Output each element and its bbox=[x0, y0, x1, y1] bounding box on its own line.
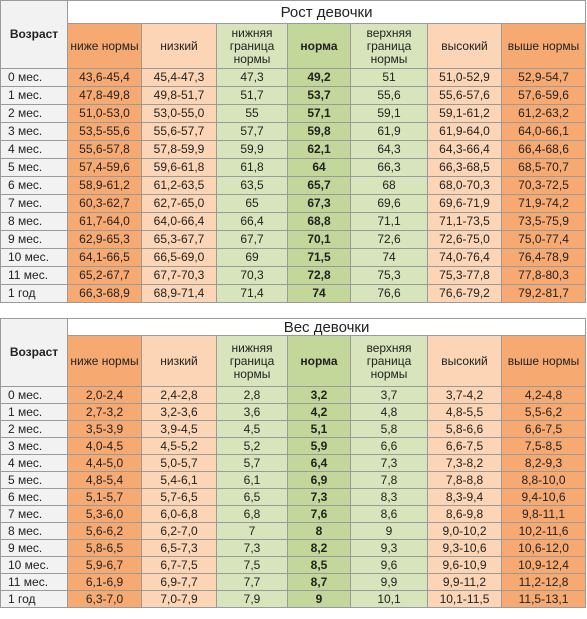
below-norm-cell: 5,9-6,7 bbox=[68, 557, 142, 574]
age-cell: 10 мес. bbox=[1, 557, 68, 574]
lower-bound-cell: 47,3 bbox=[217, 69, 288, 87]
age-cell: 0 мес. bbox=[1, 69, 68, 87]
table-row bbox=[1, 87, 586, 105]
low-cell: 6,2-7,0 bbox=[142, 523, 217, 540]
weight-table-body bbox=[1, 387, 586, 608]
age-header: Возраст bbox=[1, 319, 68, 387]
above-norm-cell: 10,2-11,6 bbox=[502, 523, 586, 540]
above-norm-cell: 64,0-66,1 bbox=[502, 123, 586, 141]
high-cell: 71,1-73,5 bbox=[428, 213, 502, 231]
col-high: высокий bbox=[428, 336, 502, 387]
age-cell: 2 мес. bbox=[1, 421, 68, 438]
norm-cell: 72,8 bbox=[288, 267, 351, 285]
low-cell: 62,7-65,0 bbox=[142, 195, 217, 213]
above-norm-cell: 9,4-10,6 bbox=[502, 489, 586, 506]
age-cell: 9 мес. bbox=[1, 540, 68, 557]
norm-cell: 8 bbox=[288, 523, 351, 540]
below-norm-cell: 64,1-66,5 bbox=[68, 249, 142, 267]
below-norm-cell: 66,3-68,9 bbox=[68, 285, 142, 303]
table-row bbox=[1, 195, 586, 213]
upper-bound-cell: 6,6 bbox=[351, 438, 428, 455]
table-row bbox=[1, 285, 586, 303]
below-norm-cell: 2,7-3,2 bbox=[68, 404, 142, 421]
above-norm-cell: 10,9-12,4 bbox=[502, 557, 586, 574]
low-cell: 5,4-6,1 bbox=[142, 472, 217, 489]
table-row bbox=[1, 231, 586, 249]
high-cell: 55,6-57,6 bbox=[428, 87, 502, 105]
norm-cell: 9 bbox=[288, 591, 351, 608]
table-row bbox=[1, 472, 586, 489]
above-norm-cell: 76,4-78,9 bbox=[502, 249, 586, 267]
age-cell: 8 мес. bbox=[1, 213, 68, 231]
lower-bound-cell: 7,3 bbox=[217, 540, 288, 557]
upper-bound-cell: 69,6 bbox=[351, 195, 428, 213]
upper-bound-cell: 10,1 bbox=[351, 591, 428, 608]
above-norm-cell: 57,6-59,6 bbox=[502, 87, 586, 105]
above-norm-cell: 75,0-77,4 bbox=[502, 231, 586, 249]
above-norm-cell: 61,2-63,2 bbox=[502, 105, 586, 123]
above-norm-cell: 11,5-13,1 bbox=[502, 591, 586, 608]
low-cell: 6,5-7,3 bbox=[142, 540, 217, 557]
upper-bound-cell: 7,3 bbox=[351, 455, 428, 472]
below-norm-cell: 4,4-5,0 bbox=[68, 455, 142, 472]
above-norm-cell: 66,4-68,6 bbox=[502, 141, 586, 159]
below-norm-cell: 43,6-45,4 bbox=[68, 69, 142, 87]
lower-bound-cell: 69 bbox=[217, 249, 288, 267]
age-cell: 5 мес. bbox=[1, 159, 68, 177]
above-norm-cell: 71,9-74,2 bbox=[502, 195, 586, 213]
lower-bound-cell: 51,7 bbox=[217, 87, 288, 105]
high-cell: 59,1-61,2 bbox=[428, 105, 502, 123]
high-cell: 66,3-68,5 bbox=[428, 159, 502, 177]
norm-cell: 5,1 bbox=[288, 421, 351, 438]
high-cell: 74,0-76,4 bbox=[428, 249, 502, 267]
lower-bound-cell: 5,2 bbox=[217, 438, 288, 455]
low-cell: 5,7-6,5 bbox=[142, 489, 217, 506]
low-cell: 67,7-70,3 bbox=[142, 267, 217, 285]
upper-bound-cell: 3,7 bbox=[351, 387, 428, 404]
age-cell: 1 мес. bbox=[1, 87, 68, 105]
norm-cell: 8,7 bbox=[288, 574, 351, 591]
above-norm-cell: 70,3-72,5 bbox=[502, 177, 586, 195]
norm-cell: 68,8 bbox=[288, 213, 351, 231]
col-upper-bound: верхняя граница нормы bbox=[351, 336, 428, 387]
below-norm-cell: 51,0-53,0 bbox=[68, 105, 142, 123]
norm-cell: 74 bbox=[288, 285, 351, 303]
age-cell: 1 мес. bbox=[1, 404, 68, 421]
col-low: низкий bbox=[142, 336, 217, 387]
above-norm-cell: 79,2-81,7 bbox=[502, 285, 586, 303]
above-norm-cell: 9,8-11,1 bbox=[502, 506, 586, 523]
upper-bound-cell: 9 bbox=[351, 523, 428, 540]
col-high: высокий bbox=[428, 24, 502, 69]
above-norm-cell: 52,9-54,7 bbox=[502, 69, 586, 87]
age-cell: 9 мес. bbox=[1, 231, 68, 249]
lower-bound-cell: 63,5 bbox=[217, 177, 288, 195]
low-cell: 7,0-7,9 bbox=[142, 591, 217, 608]
age-cell: 4 мес. bbox=[1, 141, 68, 159]
below-norm-cell: 47,8-49,8 bbox=[68, 87, 142, 105]
high-cell: 7,3-8,2 bbox=[428, 455, 502, 472]
high-cell: 69,6-71,9 bbox=[428, 195, 502, 213]
lower-bound-cell: 7,7 bbox=[217, 574, 288, 591]
table-row bbox=[1, 557, 586, 574]
high-cell: 68,0-70,3 bbox=[428, 177, 502, 195]
low-cell: 65,3-67,7 bbox=[142, 231, 217, 249]
age-cell: 6 мес. bbox=[1, 489, 68, 506]
lower-bound-cell: 71,4 bbox=[217, 285, 288, 303]
upper-bound-cell: 8,6 bbox=[351, 506, 428, 523]
age-header: Возраст bbox=[1, 1, 68, 69]
upper-bound-cell: 64,3 bbox=[351, 141, 428, 159]
table-row bbox=[1, 455, 586, 472]
lower-bound-cell: 6,5 bbox=[217, 489, 288, 506]
high-cell: 8,6-9,8 bbox=[428, 506, 502, 523]
lower-bound-cell: 2,8 bbox=[217, 387, 288, 404]
table-row bbox=[1, 421, 586, 438]
low-cell: 6,7-7,5 bbox=[142, 557, 217, 574]
above-norm-cell: 10,6-12,0 bbox=[502, 540, 586, 557]
low-cell: 6,0-6,8 bbox=[142, 506, 217, 523]
norm-cell: 8,2 bbox=[288, 540, 351, 557]
upper-bound-cell: 61,9 bbox=[351, 123, 428, 141]
norm-cell: 8,5 bbox=[288, 557, 351, 574]
low-cell: 49,8-51,7 bbox=[142, 87, 217, 105]
lower-bound-cell: 7,9 bbox=[217, 591, 288, 608]
high-cell: 9,6-10,9 bbox=[428, 557, 502, 574]
norm-cell: 6,9 bbox=[288, 472, 351, 489]
table-title: Вес девочки bbox=[68, 319, 586, 336]
high-cell: 61,9-64,0 bbox=[428, 123, 502, 141]
high-cell: 7,8-8,8 bbox=[428, 472, 502, 489]
lower-bound-cell: 4,5 bbox=[217, 421, 288, 438]
lower-bound-cell: 55 bbox=[217, 105, 288, 123]
norm-cell: 57,1 bbox=[288, 105, 351, 123]
high-cell: 10,1-11,5 bbox=[428, 591, 502, 608]
upper-bound-cell: 4,8 bbox=[351, 404, 428, 421]
lower-bound-cell: 70,3 bbox=[217, 267, 288, 285]
above-norm-cell: 8,2-9,3 bbox=[502, 455, 586, 472]
low-cell: 53,0-55,0 bbox=[142, 105, 217, 123]
col-norm: норма bbox=[288, 336, 351, 387]
col-below-norm: ниже нормы bbox=[68, 24, 142, 69]
above-norm-cell: 5,5-6,2 bbox=[502, 404, 586, 421]
norm-cell: 7,6 bbox=[288, 506, 351, 523]
upper-bound-cell: 72,6 bbox=[351, 231, 428, 249]
high-cell: 72,6-75,0 bbox=[428, 231, 502, 249]
norm-cell: 64 bbox=[288, 159, 351, 177]
lower-bound-cell: 6,1 bbox=[217, 472, 288, 489]
upper-bound-cell: 68 bbox=[351, 177, 428, 195]
below-norm-cell: 6,1-6,9 bbox=[68, 574, 142, 591]
col-upper-bound: верхняя граница нормы bbox=[351, 24, 428, 69]
age-cell: 11 мес. bbox=[1, 574, 68, 591]
col-lower-bound: нижняя граница нормы bbox=[217, 24, 288, 69]
above-norm-cell: 73,5-75,9 bbox=[502, 213, 586, 231]
low-cell: 57,8-59,9 bbox=[142, 141, 217, 159]
table-row bbox=[1, 387, 586, 404]
low-cell: 5,0-5,7 bbox=[142, 455, 217, 472]
upper-bound-cell: 75,3 bbox=[351, 267, 428, 285]
lower-bound-cell: 7 bbox=[217, 523, 288, 540]
upper-bound-cell: 9,6 bbox=[351, 557, 428, 574]
low-cell: 64,0-66,4 bbox=[142, 213, 217, 231]
col-above-norm: выше нормы bbox=[502, 24, 586, 69]
below-norm-cell: 6,3-7,0 bbox=[68, 591, 142, 608]
norm-cell: 67,3 bbox=[288, 195, 351, 213]
below-norm-cell: 5,3-6,0 bbox=[68, 506, 142, 523]
below-norm-cell: 4,8-5,4 bbox=[68, 472, 142, 489]
above-norm-cell: 77,8-80,3 bbox=[502, 267, 586, 285]
norm-cell: 7,3 bbox=[288, 489, 351, 506]
below-norm-cell: 60,3-62,7 bbox=[68, 195, 142, 213]
age-cell: 6 мес. bbox=[1, 177, 68, 195]
low-cell: 66,5-69,0 bbox=[142, 249, 217, 267]
below-norm-cell: 5,8-6,5 bbox=[68, 540, 142, 557]
below-norm-cell: 55,6-57,8 bbox=[68, 141, 142, 159]
high-cell: 3,7-4,2 bbox=[428, 387, 502, 404]
lower-bound-cell: 67,7 bbox=[217, 231, 288, 249]
table-row bbox=[1, 574, 586, 591]
below-norm-cell: 3,5-3,9 bbox=[68, 421, 142, 438]
high-cell: 8,3-9,4 bbox=[428, 489, 502, 506]
upper-bound-cell: 9,3 bbox=[351, 540, 428, 557]
low-cell: 4,5-5,2 bbox=[142, 438, 217, 455]
col-norm: норма bbox=[288, 24, 351, 69]
col-above-norm: выше нормы bbox=[502, 336, 586, 387]
norm-cell: 4,2 bbox=[288, 404, 351, 421]
table-row bbox=[1, 249, 586, 267]
norm-cell: 59,8 bbox=[288, 123, 351, 141]
age-cell: 11 мес. bbox=[1, 267, 68, 285]
age-cell: 0 мес. bbox=[1, 387, 68, 404]
below-norm-cell: 58,9-61,2 bbox=[68, 177, 142, 195]
high-cell: 9,9-11,2 bbox=[428, 574, 502, 591]
lower-bound-cell: 61,8 bbox=[217, 159, 288, 177]
high-cell: 9,0-10,2 bbox=[428, 523, 502, 540]
below-norm-cell: 57,4-59,6 bbox=[68, 159, 142, 177]
above-norm-cell: 7,5-8,5 bbox=[502, 438, 586, 455]
lower-bound-cell: 5,7 bbox=[217, 455, 288, 472]
table-row bbox=[1, 177, 586, 195]
table-row bbox=[1, 489, 586, 506]
low-cell: 55,6-57,7 bbox=[142, 123, 217, 141]
table-row bbox=[1, 105, 586, 123]
upper-bound-cell: 59,1 bbox=[351, 105, 428, 123]
table-row bbox=[1, 267, 586, 285]
high-cell: 75,3-77,8 bbox=[428, 267, 502, 285]
upper-bound-cell: 74 bbox=[351, 249, 428, 267]
above-norm-cell: 68,5-70,7 bbox=[502, 159, 586, 177]
age-cell: 7 мес. bbox=[1, 506, 68, 523]
col-lower-bound: нижняя граница нормы bbox=[217, 336, 288, 387]
low-cell: 3,9-4,5 bbox=[142, 421, 217, 438]
low-cell: 61,2-63,5 bbox=[142, 177, 217, 195]
table-row bbox=[1, 523, 586, 540]
above-norm-cell: 6,6-7,5 bbox=[502, 421, 586, 438]
upper-bound-cell: 66,3 bbox=[351, 159, 428, 177]
high-cell: 64,3-66,4 bbox=[428, 141, 502, 159]
age-cell: 2 мес. bbox=[1, 105, 68, 123]
low-cell: 68,9-71,4 bbox=[142, 285, 217, 303]
col-below-norm: ниже нормы bbox=[68, 336, 142, 387]
height-table-body bbox=[1, 69, 586, 303]
col-low: низкий bbox=[142, 24, 217, 69]
norm-cell: 71,5 bbox=[288, 249, 351, 267]
table-row bbox=[1, 591, 586, 608]
below-norm-cell: 62,9-65,3 bbox=[68, 231, 142, 249]
below-norm-cell: 4,0-4,5 bbox=[68, 438, 142, 455]
high-cell: 5,8-6,6 bbox=[428, 421, 502, 438]
above-norm-cell: 11,2-12,8 bbox=[502, 574, 586, 591]
weight-table bbox=[0, 318, 586, 608]
norm-cell: 3,2 bbox=[288, 387, 351, 404]
age-cell: 4 мес. bbox=[1, 455, 68, 472]
low-cell: 3,2-3,6 bbox=[142, 404, 217, 421]
lower-bound-cell: 59,9 bbox=[217, 141, 288, 159]
low-cell: 59,6-61,8 bbox=[142, 159, 217, 177]
height-table bbox=[0, 0, 586, 303]
age-cell: 10 мес. bbox=[1, 249, 68, 267]
upper-bound-cell: 7,8 bbox=[351, 472, 428, 489]
age-cell: 8 мес. bbox=[1, 523, 68, 540]
norm-cell: 62,1 bbox=[288, 141, 351, 159]
high-cell: 51,0-52,9 bbox=[428, 69, 502, 87]
upper-bound-cell: 71,1 bbox=[351, 213, 428, 231]
below-norm-cell: 2,0-2,4 bbox=[68, 387, 142, 404]
norm-cell: 70,1 bbox=[288, 231, 351, 249]
norm-cell: 53,7 bbox=[288, 87, 351, 105]
upper-bound-cell: 55,6 bbox=[351, 87, 428, 105]
age-cell: 3 мес. bbox=[1, 123, 68, 141]
age-cell: 1 год bbox=[1, 591, 68, 608]
low-cell: 2,4-2,8 bbox=[142, 387, 217, 404]
high-cell: 9,3-10,6 bbox=[428, 540, 502, 557]
table-row bbox=[1, 123, 586, 141]
low-cell: 6,9-7,7 bbox=[142, 574, 217, 591]
below-norm-cell: 65,2-67,7 bbox=[68, 267, 142, 285]
lower-bound-cell: 6,8 bbox=[217, 506, 288, 523]
upper-bound-cell: 5,8 bbox=[351, 421, 428, 438]
high-cell: 76,6-79,2 bbox=[428, 285, 502, 303]
norm-cell: 6,4 bbox=[288, 455, 351, 472]
norm-cell: 5,9 bbox=[288, 438, 351, 455]
upper-bound-cell: 9,9 bbox=[351, 574, 428, 591]
age-cell: 7 мес. bbox=[1, 195, 68, 213]
table-row bbox=[1, 540, 586, 557]
below-norm-cell: 5,6-6,2 bbox=[68, 523, 142, 540]
lower-bound-cell: 57,7 bbox=[217, 123, 288, 141]
upper-bound-cell: 76,6 bbox=[351, 285, 428, 303]
lower-bound-cell: 65 bbox=[217, 195, 288, 213]
upper-bound-cell: 8,3 bbox=[351, 489, 428, 506]
table-row bbox=[1, 159, 586, 177]
age-cell: 3 мес. bbox=[1, 438, 68, 455]
table-row bbox=[1, 213, 586, 231]
table-spacer bbox=[0, 306, 587, 318]
table-row bbox=[1, 404, 586, 421]
norm-cell: 49,2 bbox=[288, 69, 351, 87]
lower-bound-cell: 66,4 bbox=[217, 213, 288, 231]
below-norm-cell: 61,7-64,0 bbox=[68, 213, 142, 231]
upper-bound-cell: 51 bbox=[351, 69, 428, 87]
lower-bound-cell: 3,6 bbox=[217, 404, 288, 421]
below-norm-cell: 53,5-55,6 bbox=[68, 123, 142, 141]
table-row bbox=[1, 69, 586, 87]
table-row bbox=[1, 438, 586, 455]
table-row bbox=[1, 141, 586, 159]
high-cell: 6,6-7,5 bbox=[428, 438, 502, 455]
above-norm-cell: 4,2-4,8 bbox=[502, 387, 586, 404]
high-cell: 4,8-5,5 bbox=[428, 404, 502, 421]
table-title: Рост девочки bbox=[68, 1, 586, 24]
table-row bbox=[1, 506, 586, 523]
below-norm-cell: 5,1-5,7 bbox=[68, 489, 142, 506]
above-norm-cell: 8,8-10,0 bbox=[502, 472, 586, 489]
age-cell: 1 год bbox=[1, 285, 68, 303]
norm-cell: 65,7 bbox=[288, 177, 351, 195]
age-cell: 5 мес. bbox=[1, 472, 68, 489]
low-cell: 45,4-47,3 bbox=[142, 69, 217, 87]
lower-bound-cell: 7,5 bbox=[217, 557, 288, 574]
